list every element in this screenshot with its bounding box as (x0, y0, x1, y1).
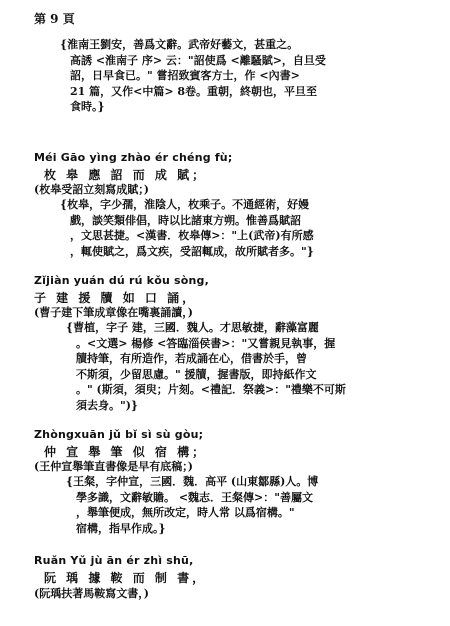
entry-translation: (王仲宣舉筆直書像是早有底稿；) (34, 460, 193, 473)
note-line: 不斯須，少留思慮。" 援牘，握書版，即持紙作文 (76, 367, 317, 381)
note-line: {曹植，字子 建，三國．魏人。才思敏捷，辭藻富麗 (66, 321, 319, 334)
note-line: 戲，談笑類俳倡，時以比諸東方朔。惟善爲賦詔 (70, 213, 301, 227)
entry-chinese: 仲 宣 舉 筆 似 宿 構； (44, 445, 208, 459)
entry-note (66, 474, 318, 536)
note-line: {淮南王劉安，善爲文辭。武帝好藝文，甚重之。 (60, 38, 299, 51)
entry-pinyin: Ruǎn Yǔ jù ān ér zhì shū, (34, 554, 194, 567)
note-line: 。" (斯須，須臾；片刻。<禮記．祭義>："禮樂不可斯 (76, 383, 346, 396)
entry-pinyin: Zhòngxuān jǔ bǐ sì sù gòu; (34, 428, 204, 441)
note-line: 宿構，指早作成。} (76, 521, 166, 535)
note-line: 食時。} (70, 100, 105, 113)
note-line: ，舉筆便成，無所改定，時人常 以爲宿構。" (76, 506, 295, 519)
entry-chinese: 子 建 援 牘 如 口 誦， (34, 291, 198, 305)
entry-chinese: 阮 瑀 據 鞍 而 制 書， (44, 571, 208, 585)
entry-note (66, 320, 346, 413)
page-number: 第 9 頁 (34, 12, 75, 26)
note-line: 詔，日早食已。" 嘗招致賓客方士，作 <內書> (70, 69, 300, 82)
note-line: 21 篇，又作<中篇> 8卷。重朝，終朝也，平旦至 (70, 84, 318, 98)
note-line: 學多識，文辭敏贍。 <魏志．王粲傳>："善屬文 (76, 490, 313, 504)
note-line: ，輒使賦之，爲文疾，受詔輒成，故所賦者多。"} (70, 244, 314, 258)
entry-pinyin: Zǐjiàn yuán dú rú kǒu sòng, (34, 274, 209, 287)
entry-translation: (曹子建下筆成章像在嘴裏誦讀，) (34, 306, 193, 319)
entry-pinyin: Méi Gāo yìng zhào ér chéng fù; (34, 151, 233, 164)
intro-note (60, 37, 326, 115)
note-line: 牘持筆，有所造作，若成誦在心，借書於手，曾 (76, 352, 307, 365)
entry-note (60, 197, 314, 259)
note-line: {枚皋，字少孺，淮陰人，枚乘子。不通經術，好嫚 (60, 198, 310, 211)
entry-translation: (阮瑀扶著馬鞍寫文書，) (34, 587, 149, 600)
note-line: 高誘 <淮南子 序> 云："詔使爲 <離騷賦>，自旦受 (70, 53, 326, 67)
note-line: {王粲，字仲宣，三國．魏．高平 (山東鄒縣)人。博 (66, 475, 319, 488)
note-line: 。<文選> 楊修 <答臨淄侯書>："又嘗親見執事，握 (76, 336, 336, 350)
note-line: ，文思甚捷。<漢書．枚皋傳>："上(武帝)有所感 (70, 229, 314, 242)
note-line: 須去身。")} (76, 398, 139, 412)
entry-translation: (枚皋受詔立刻寫成賦；) (34, 183, 149, 196)
entry-chinese: 枚 皋 應 詔 而 成 賦； (44, 168, 208, 182)
